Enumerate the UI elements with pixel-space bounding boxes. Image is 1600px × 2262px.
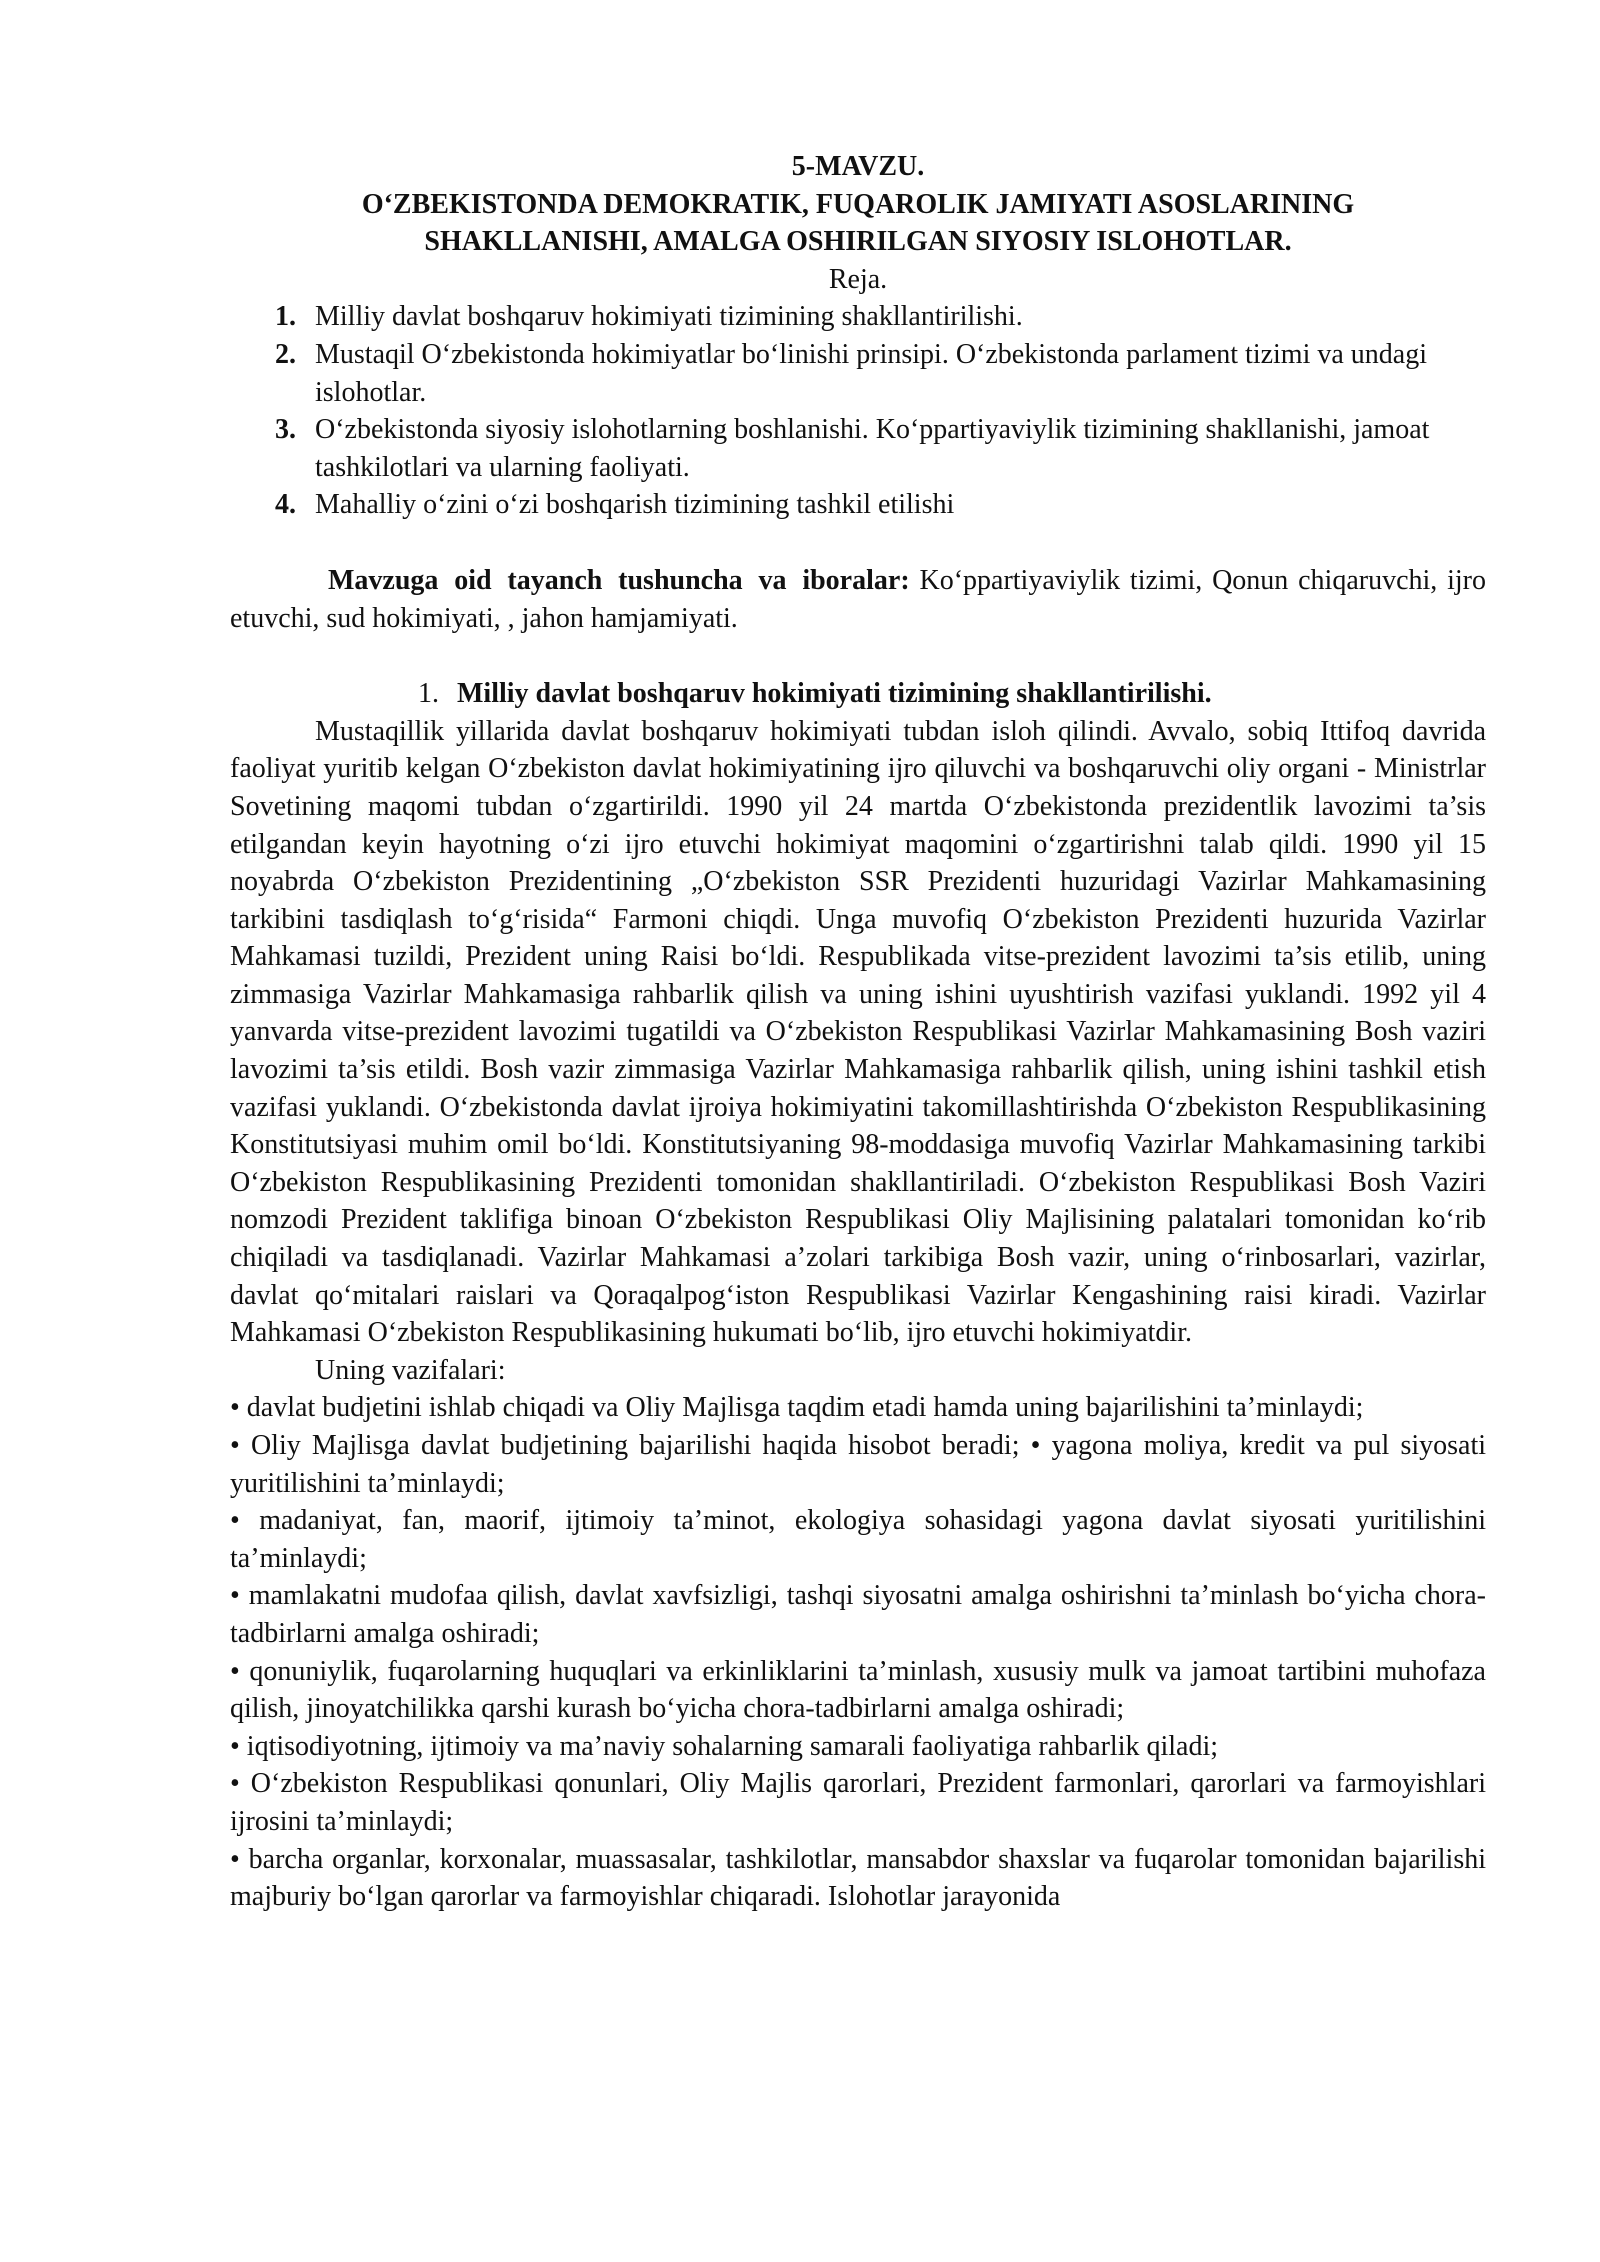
plan-item	[275, 411, 1486, 486]
duty-item: • iqtisodiyotning, ijtimoiy va ma’naviy sohalarning samarali faoliyatiga rahbarlik qiladi;	[230, 1730, 1219, 1762]
title-line: O‘ZBEKISTONDA DEMOKRATIK, FUQAROLIK JAMIYATI ASOSLARINING	[361, 188, 1355, 220]
spacer	[230, 524, 1486, 562]
key-concepts	[230, 562, 1486, 637]
plan-item-text: Mahalliy o‘zini o‘zi boshqarish tizimining tashkil etilishi	[315, 489, 955, 521]
plan-item	[275, 486, 1486, 524]
plan-item-number: 3.	[275, 414, 296, 446]
plan-item-number: 2.	[275, 338, 296, 370]
duty-item: • mamlakatni mudofaa qilish, davlat xavfsizligi, tashqi siyosatni amalga oshirishni ta’minlash bo‘yicha chora-tadbirlarni amalga oshiradi;	[230, 1580, 1486, 1649]
duties-label: Uning vazifalari:	[315, 1354, 506, 1386]
plan-item-number: 1.	[275, 301, 296, 333]
plan-label: Reja.	[828, 263, 888, 295]
plan-item-number: 4.	[275, 489, 296, 521]
topic-number: 5-MAVZU.	[791, 151, 925, 182]
duty-item: • O‘zbekiston Respublikasi qonunlari, Oliy Majlis qarorlari, Prezident farmonlari, qarorlari va farmoyishlari ijrosini ta’minlaydi;	[230, 1768, 1486, 1837]
plan-item	[275, 336, 1486, 411]
duty-item: • barcha organlar, korxonalar, muassasalar, tashkilotlar, mansabdor shaxslar va fuqarolar tomonidan bajarilishi majburiy bo‘lgan qarorlar va farmoyishlar chiqaradi. Islohotlar jarayonida	[230, 1843, 1486, 1913]
section-heading	[230, 675, 1486, 713]
duty-item: • qonuniylik, fuqarolarning huquqlari va erkinliklarini ta’minlash, xususiy mulk va jamoat tartibini muhofaza qilish, jinoyatchilikka qarshi kurash bo‘yicha chora-tadbirlarni amalga oshiradi;	[230, 1655, 1486, 1725]
plan-item-text: Milliy davlat boshqaruv hokimiyati tizimining shakllantirilishi.	[315, 301, 1023, 333]
duty-item: • madaniyat, fan, maorif, ijtimoiy ta’minot, ekologiya sohasidagi yagona davlat siyosati yuritilishini ta’minlaydi;	[230, 1505, 1486, 1574]
plan-item-text: Mustaqil O‘zbekistonda hokimiyatlar bo‘linishi prinsipi. O‘zbekistonda parlament tizimi va undagi islohotlar.	[315, 338, 1428, 408]
title-line: SHAKLLANISHI, AMALGA OSHIRILGAN SIYOSIY ISLOHOTLAR.	[424, 226, 1292, 258]
plan-item	[275, 298, 1486, 336]
duties-list	[230, 1389, 1486, 1915]
duty-item: • Oliy Majlisga davlat budjetining bajarilishi haqida hisobot beradi; • yagona moliya, kredit va pul siyosati yuritilishini ta’minlaydi;	[230, 1430, 1486, 1499]
document-title	[230, 186, 1486, 261]
plan-list	[230, 298, 1486, 524]
duty-item: • davlat budjetini ishlab chiqadi va Oliy Majlisga taqdim etadi hamda uning bajarilishini ta’minlaydi;	[230, 1392, 1364, 1424]
section-number: 1.	[418, 678, 439, 710]
section-heading-text: Milliy davlat boshqaruv hokimiyati tizimining shakllantirilishi.	[457, 678, 1212, 710]
key-concepts-text: Ko‘ppartiyaviylik tizimi, Qonun chiqaruvchi, ijro etuvchi, sud hokimiyati, , jahon hamjamiyati.	[230, 564, 1486, 634]
document-page	[230, 148, 1486, 1916]
spacer	[230, 637, 1486, 675]
section-paragraph: Mustaqillik yillarida davlat boshqaruv hokimiyati tubdan isloh qilindi. Avvalo, sobiq Ittifoq davrida faoliyat yuritib kelgan O‘zbekiston davlat hokimiyatining ijro qiluvchi va boshqaruvchi oliy organi - Ministrlar Sovetining maqomi tubdan o‘zgartirildi. 1990 yil 24 martda O‘zbekistonda prezidentlik lavozimi ta’sis etilgandan keyin hayotning o‘zi ijro etuvchi hokimiyat maqomini o‘zgartirishni talab qildi. 1990 yil 15 noyabrda O‘zbekiston Prezidentining „O‘zbekiston SSR Prezidenti huzuridagi Vazirlar Mahkamasining tarkibini tasdiqlash to‘g‘risida“ Farmoni chiqdi. Unga muvofiq O‘zbekiston Prezidenti huzurida Vazirlar Mahkamasi tuzildi, Prezident uning Raisi bo‘ldi. Respublikada vitse-prezident lavozimi ta’sis etilib, uning zimmasiga Vazirlar Mahkamasiga rahbarlik qilish va uning ishini uyushtirish vazifasi yuklandi. 1992 yil 4 yanvarda vitse-prezident lavozimi tugatildi va O‘zbekiston Respublikasi Vazirlar Mahkamasining Bosh vaziri lavozimi ta’sis etildi. Bosh vazir zimmasiga Vazirlar Mahkamasiga rahbarlik qilish, uning ishini tashkil etish vazifasi yuklandi. O‘zbekistonda davlat ijroiya hokimiyatini takomillashtirishda O‘zbekiston Respublikasining Konstitutsiyasi muhim omil bo‘ldi. Konstitutsiyaning 98-moddasiga muvofiq Vazirlar Mahkamasining tarkibi O‘zbekiston Respublikasining Prezidenti tomonidan shakllantiriladi. O‘zbekiston Respublikasi Bosh Vaziri nomzodi Prezident taklifiga binoan O‘zbekiston Respublikasi Oliy Majlisining palatalari tomonidan ko‘rib chiqiladi va tasdiqlanadi. Vazirlar Mahkamasi a’zolari tarkibiga Bosh vazir, uning o‘rinbosarlari, vazirlar, davlat qo‘mitalari raislari va Qoraqalpog‘iston Respublikasi Vazirlar Kengashining raisi kiradi. Vazirlar Mahkamasi O‘zbekiston Respublikasining hukumati bo‘lib, ijro etuvchi hokimiyatdir.	[230, 715, 1486, 1349]
plan-item-text: O‘zbekistonda siyosiy islohotlarning boshlanishi. Ko‘ppartiyaviylik tizimining shakllanishi, jamoat tashkilotlari va ularning faoliyati.	[315, 414, 1430, 483]
key-concepts-label: Mavzuga oid tayanch tushuncha va iboralar:	[328, 564, 910, 596]
